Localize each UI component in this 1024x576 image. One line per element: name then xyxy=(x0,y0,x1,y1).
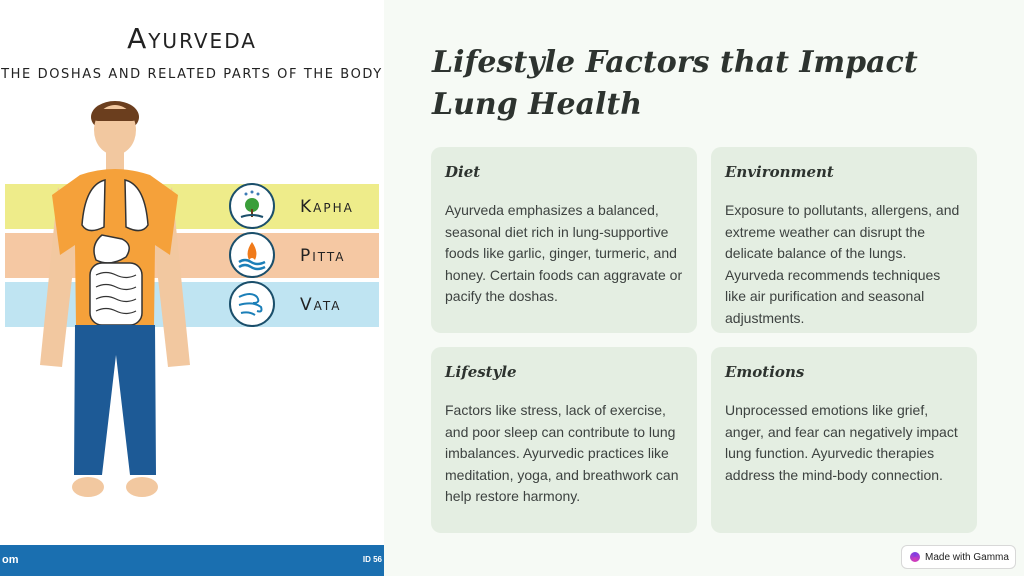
card-heading: Environment xyxy=(725,163,834,181)
card-heading: Emotions xyxy=(725,363,805,381)
card-lifestyle xyxy=(431,347,697,533)
card-environment xyxy=(711,147,977,333)
image-footer-bar xyxy=(0,545,384,576)
kapha-label: Kapha xyxy=(300,197,354,217)
made-with-gamma-badge[interactable] xyxy=(901,545,1016,569)
card-body: Factors like stress, lack of exercise, and poor sleep can contribute to lung imbalances. Ayurvedic practices like meditation, yoga, and breathwork can help restore harmony. xyxy=(445,402,679,504)
card-emotions xyxy=(711,347,977,533)
pitta-label: Pitta xyxy=(300,246,346,266)
footer-left-text: om xyxy=(2,554,19,566)
illustration-title: Ayurveda xyxy=(127,22,257,55)
badge-label: Made with Gamma xyxy=(925,551,1009,563)
tree-water-icon xyxy=(229,183,275,229)
ayurveda-illustration xyxy=(0,0,384,576)
page-title: Lifestyle Factors that Impact Lung Health xyxy=(432,45,918,122)
card-body: Unprocessed emotions like grief, anger, and fear can negatively impact lung function. Ayurvedic therapies address the mind-body connection. xyxy=(725,402,958,483)
wind-swirl-icon xyxy=(229,281,275,327)
card-heading: Diet xyxy=(445,163,481,181)
illustration-subtitle: THE DOSHAS AND RELATED PARTS OF THE BODY xyxy=(1,67,383,82)
card-body: Ayurveda emphasizes a balanced, seasonal diet rich in lung-supportive foods like garlic, ginger, turmeric, and honey. Certain foods can aggravate or pacify the doshas. xyxy=(445,202,683,304)
card-heading: Lifestyle xyxy=(445,363,517,381)
card-body: Exposure to pollutants, allergens, and extreme weather can disrupt the delicate balance of the lungs. Ayurveda recommends techniques like air purification and seasonal adjustments. xyxy=(725,202,960,326)
fire-water-icon xyxy=(229,232,275,278)
gamma-logo-icon xyxy=(910,552,920,562)
card-diet xyxy=(431,147,697,333)
vata-label: Vata xyxy=(300,295,342,315)
footer-right-text: ID 56 xyxy=(362,555,382,564)
human-figure-illustration xyxy=(30,95,200,535)
